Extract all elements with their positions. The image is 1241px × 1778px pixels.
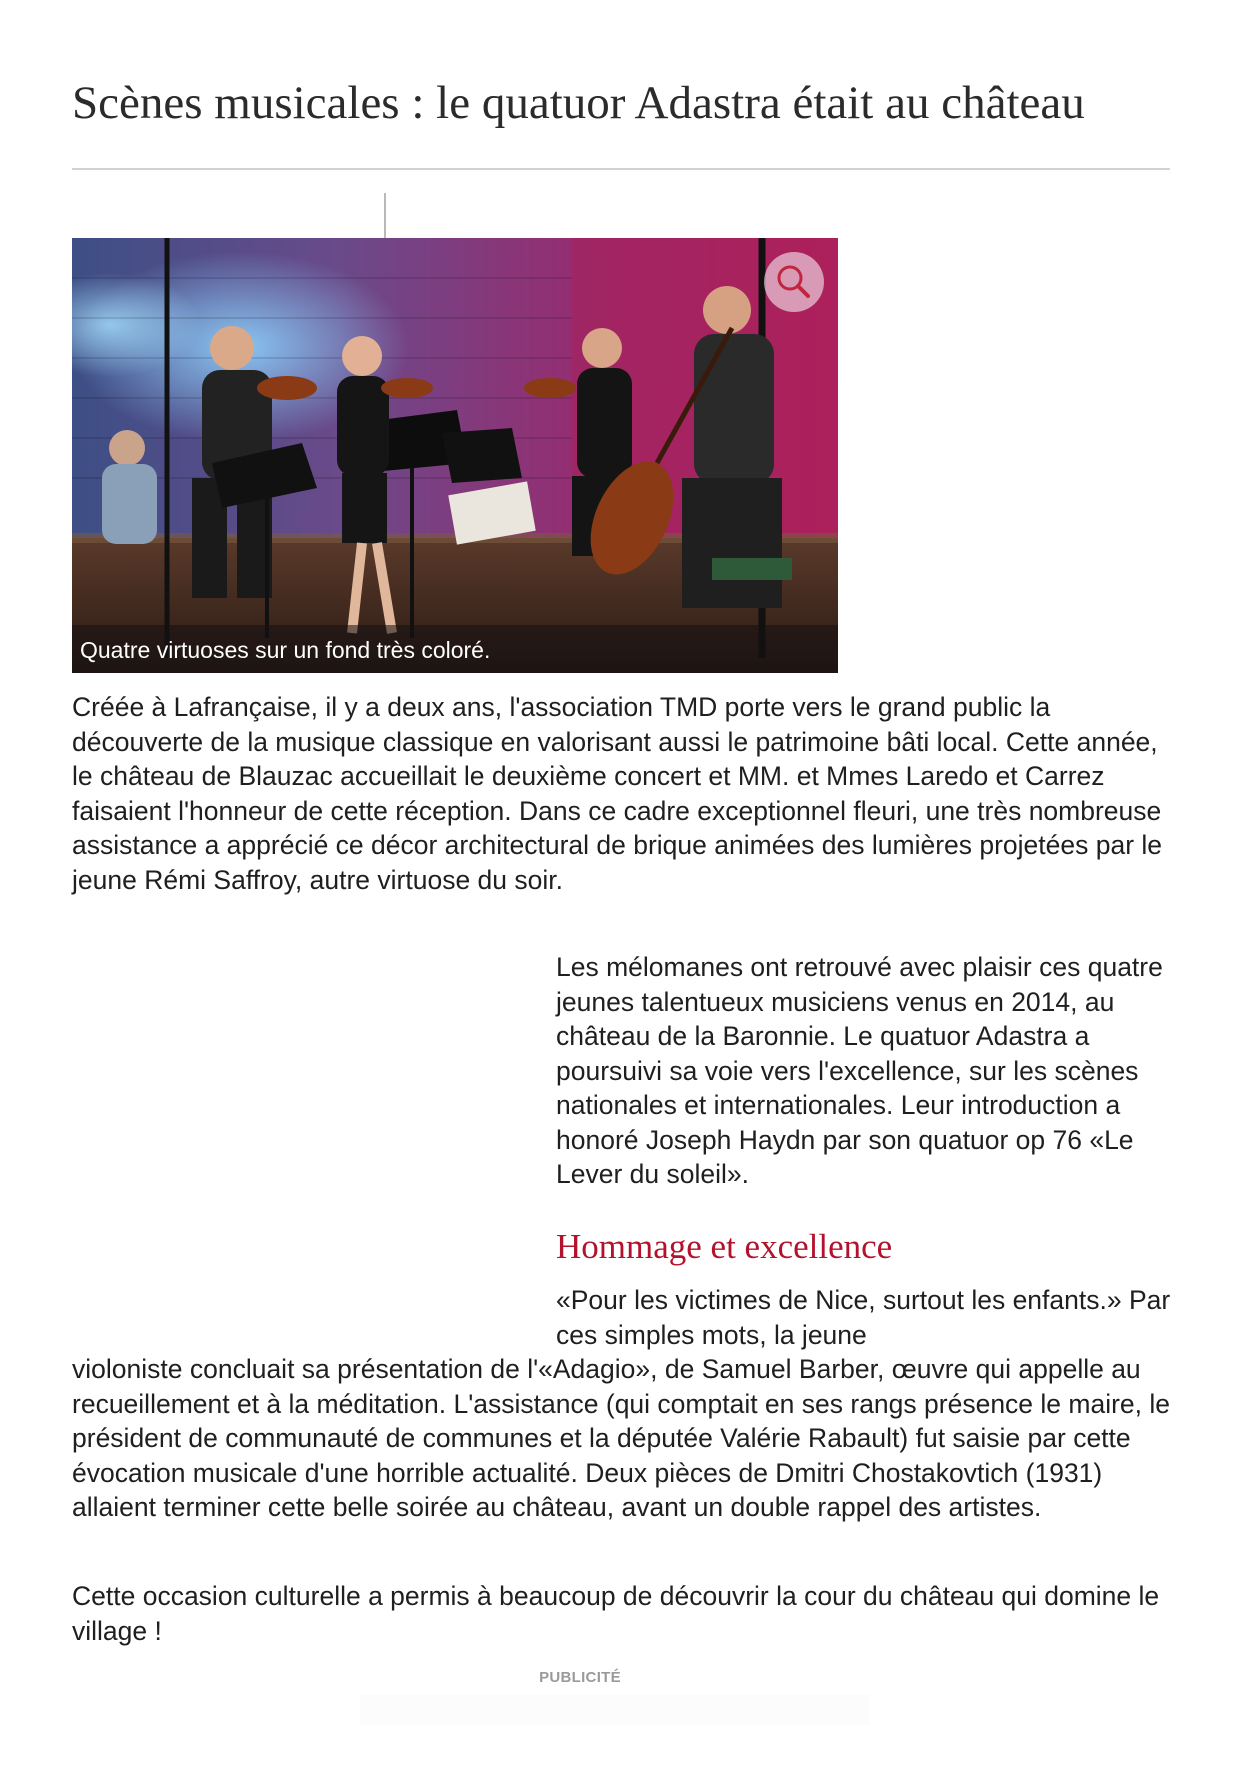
paragraph-3-rest: violoniste concluait sa présentation de l'«Adagio», de Samuel Barber, œuvre qui appelle au recueillement et à la méditation. L'assistance (qui comptait en ses rangs présence le maire, le président de communauté de communes et la députée Valérie Rabault) fut saisie par cette évocation musicale d'une horrible actualité. Deux pièces de Dmitri Chostakovtich (1931) allaient terminer cette belle soirée au château, avant un double rappel des artistes. [72,1354,1171,1522]
zoom-button[interactable] [764,252,824,312]
paragraph-2: Les mélomanes ont retrouvé avec plaisir ces quatre jeunes talentueux musiciens venus en 2014, au château de la Baronnie. Le quatuor Adastra a poursuivi sa voie vers l'excellence, sur les scènes nationales et internationales. Leur introduction a honoré Joseph Haydn par son quatuor op 76 «Le Lever du soleil». [556,952,1163,1189]
title-divider [72,168,1170,170]
paragraph-4: Cette occasion culturelle a permis à beaucoup de découvrir la cour du château qui domine le village ! [72,1581,1160,1646]
paragraph-3-start: «Pour les victimes de Nice, surtout les enfants.» Par ces simples mots, la jeune [556,1285,1171,1350]
photo-caption: Quatre virtuoses sur un fond très coloré. [80,637,491,663]
article-title: Scènes musicales : le quatuor Adastra était au château [72,77,1085,129]
article-photo[interactable] [72,238,838,673]
caption-bar [72,625,838,673]
subheading: Hommage et excellence [556,1227,893,1266]
concert-photo-illustration [72,238,838,673]
separator-tick [384,193,386,239]
advertisement-label: PUBLICITÉ [539,1669,621,1686]
advertisement-slot[interactable] [360,1695,870,1725]
paragraph-1: Créée à Lafrançaise, il y a deux ans, l'association TMD porte vers le grand public la découverte de la musique classique en valorisant aussi le patrimoine bâti local. Cette année, le château de Blauzac accueillait le deuxième concert et MM. et Mmes Laredo et Carrez faisaient l'honneur de cette réception. Dans ce cadre exceptionnel fleuri, une très nombreuse assistance a apprécié ce décor architectural de brique animées des lumières projetées par le jeune Rémi Saffroy, autre virtuose du soir. [72,692,1163,895]
magnifier-icon [772,260,816,304]
